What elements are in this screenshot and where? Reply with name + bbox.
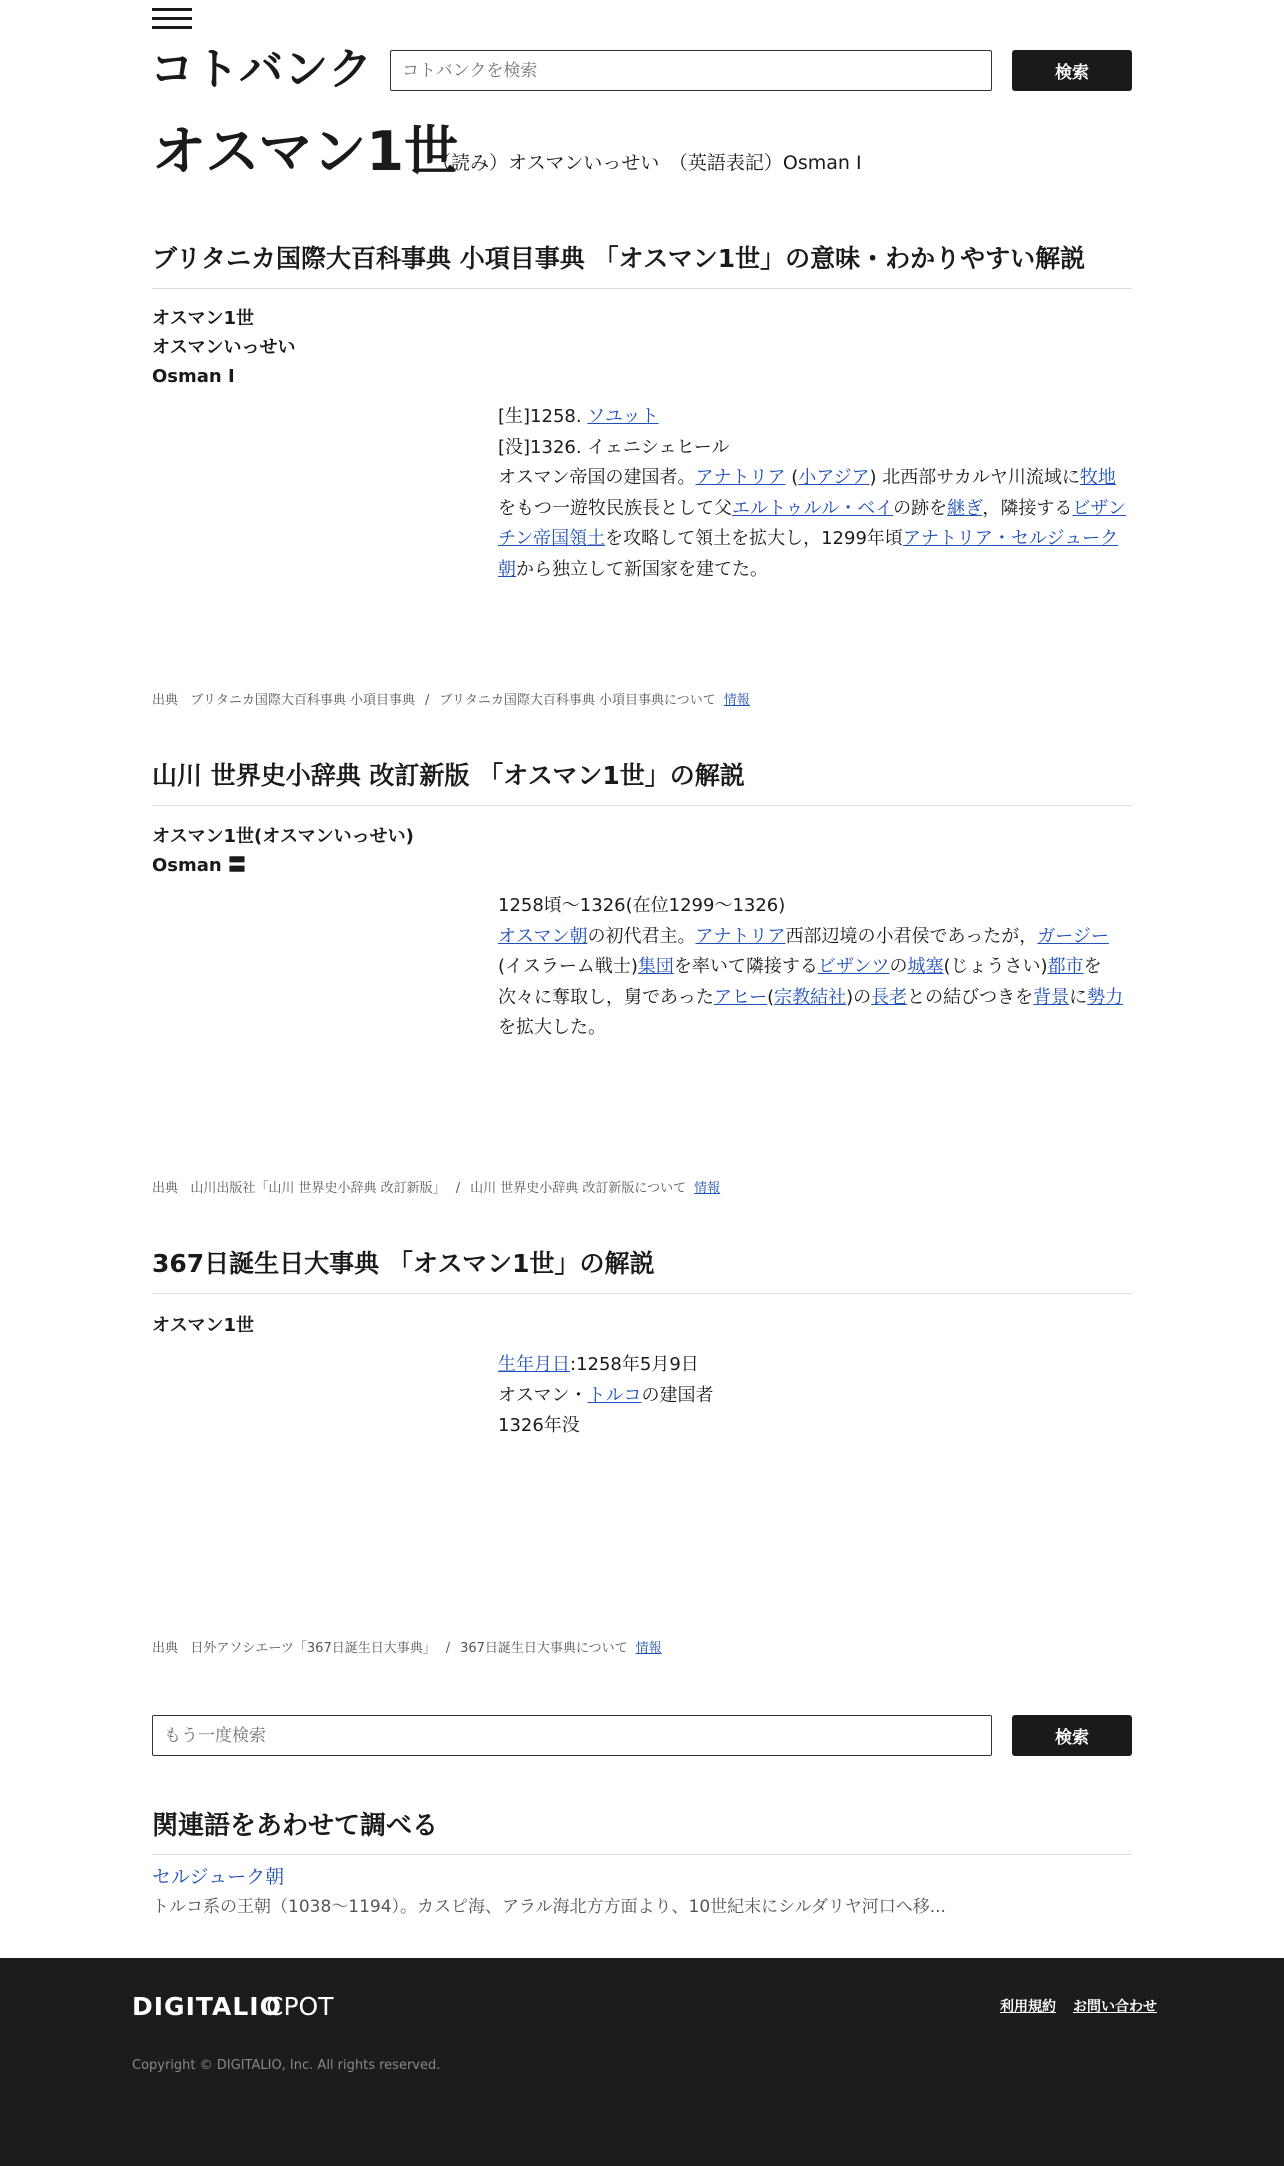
source-label: 出典 — [152, 1181, 179, 1196]
body-text: (じょうさい) — [943, 956, 1048, 977]
entry-head-line: Osman 〓 — [152, 855, 246, 876]
body-text: [生]1258. — [498, 406, 588, 427]
entry-head-line: オスマン1世 — [152, 308, 254, 329]
body-text: (イスラーム戦士) — [498, 956, 638, 977]
link-pasture[interactable]: 牧地 — [1079, 467, 1116, 488]
link-seljuk-rum[interactable]: アナトリア・セルジューク朝 — [498, 528, 1119, 580]
body-text: との結びつきを — [907, 986, 1034, 1008]
body-text: の — [889, 956, 908, 977]
terms-link[interactable]: 利用規約 — [1000, 1999, 1056, 2015]
source-line: 出典 ブリタニカ国際大百科事典 小項目事典 / ブリタニカ国際大百科事典 小項目事典について 情報 — [152, 693, 750, 708]
link-byzantine-territory[interactable]: ビザンチン帝国領土 — [498, 497, 1127, 549]
contact-link[interactable]: お問い合わせ — [1073, 1999, 1157, 2015]
source-label: 出典 — [152, 1641, 179, 1656]
link-fortress[interactable]: 城塞 — [907, 956, 944, 977]
link-background[interactable]: 背景 — [1033, 986, 1070, 1008]
search-again-button[interactable]: 検索 — [1012, 1715, 1132, 1756]
source-about: 367日誕生日大事典について — [460, 1641, 628, 1656]
body-text: から独立して新国家を建てた。 — [516, 558, 768, 580]
heading-suffix: 「オスマン1世」の解説 — [387, 1249, 655, 1278]
link-soyut[interactable]: ソユット — [587, 406, 659, 427]
dict-name: 山川 世界史小辞典 改訂新版 — [152, 761, 470, 790]
body-text: :1258年5月9日 — [570, 1354, 699, 1375]
link-byzantium[interactable]: ビザンツ — [817, 956, 890, 977]
link-akhi[interactable]: アヒー — [713, 986, 768, 1008]
page-title: オスマン1世 — [152, 120, 458, 183]
term-reading: （読み）オスマンいっせい （英語表記）Osman I — [432, 152, 862, 174]
link-group[interactable]: 集団 — [637, 956, 674, 977]
related-item-link[interactable]: セルジューク朝 — [152, 1866, 285, 1888]
link-succession[interactable]: 継ぎ — [947, 497, 983, 519]
link-anatolia[interactable]: アナトリア — [695, 467, 786, 488]
body-text: 西部辺境の小君侯であったが， — [785, 925, 1038, 947]
body-text: を次々に奪取し，舅であった — [498, 956, 1102, 1008]
source-name: ブリタニカ国際大百科事典 小項目事典 — [190, 693, 416, 708]
link-birthdate[interactable]: 生年月日 — [498, 1354, 570, 1375]
copyright: Copyright © DIGITALIO, Inc. All rights reserved. — [132, 2058, 441, 2073]
link-asia-minor[interactable]: 小アジア — [798, 467, 870, 488]
search-input[interactable] — [390, 50, 992, 91]
link-turkey[interactable]: トルコ — [587, 1384, 642, 1406]
body-text: ( — [767, 986, 775, 1008]
source-line: 出典 日外アソシエーツ「367日誕生日大事典」 / 367日誕生日大事典について 情報 — [152, 1641, 662, 1656]
search-again-input[interactable] — [152, 1715, 992, 1756]
entry-head — [152, 1311, 254, 1340]
entry-head — [152, 304, 295, 391]
source-line: 出典 山川出版社「山川 世界史小辞典 改訂新版」 / 山川 世界史小辞典 改訂新版について 情報 — [152, 1181, 721, 1196]
link-elder[interactable]: 長老 — [871, 986, 908, 1008]
body-text: の跡を — [893, 497, 948, 519]
body-text: の建国者 — [641, 1384, 714, 1406]
related-heading: 関連語をあわせて調べる — [152, 1808, 1132, 1855]
source-info-link[interactable]: 情報 — [635, 1641, 662, 1656]
entry-head-line: オスマンいっせい — [152, 337, 296, 358]
body-text: [没]1326. イェニシェヒール — [498, 436, 730, 458]
body-text: 1258頃〜1326(在位1299〜1326) — [498, 895, 786, 916]
heading-suffix: 「オスマン1世」の解説 — [478, 761, 745, 790]
link-anatolia[interactable]: アナトリア — [695, 925, 786, 947]
link-city[interactable]: 都市 — [1047, 956, 1084, 977]
source-info-link[interactable]: 情報 — [694, 1181, 721, 1196]
body-text: ( — [785, 467, 799, 488]
source-label: 出典 — [152, 693, 179, 708]
cpot-logo[interactable]: CPOT — [266, 1992, 334, 2021]
entry-body — [498, 891, 1132, 1044]
related-item-desc: トルコ系の王朝（1038〜1194）。カスピ海、アラル海北方方面より、10世紀末にシルダリヤ河口へ移... — [152, 1897, 946, 1917]
search-button[interactable]: 検索 — [1012, 50, 1132, 91]
body-text: オスマン帝国の建国者。 — [498, 467, 696, 488]
entry-body — [498, 1350, 1132, 1442]
source-name: 日外アソシエーツ「367日誕生日大事典」 — [190, 1641, 436, 1656]
heading-suffix: 「オスマン1世」の意味・わかりやすい解説 — [593, 244, 1086, 273]
footer — [0, 1958, 1284, 2166]
link-ottoman-dynasty[interactable]: オスマン朝 — [498, 925, 588, 947]
section-heading-yamakawa — [152, 759, 1132, 806]
body-text: を拡大した。 — [498, 1017, 606, 1038]
entry-body — [498, 402, 1132, 585]
section-heading-britannica — [152, 242, 1132, 289]
body-text: を攻略して領土を拡大し，1299年頃 — [605, 528, 903, 549]
entry-head — [152, 822, 414, 880]
entry-head-line: Osman I — [152, 366, 235, 387]
body-text: の初代君主。 — [587, 925, 696, 947]
dict-name: ブリタニカ国際大百科事典 小項目事典 — [152, 244, 585, 273]
body-text: をもつ一遊牧民族長として父 — [498, 497, 732, 519]
menu-icon[interactable] — [152, 8, 192, 30]
digitalio-logo[interactable]: DIGITALIO — [132, 1992, 282, 2021]
link-power[interactable]: 勢力 — [1087, 986, 1124, 1008]
body-text: ) 北西部サカルヤ川流域に — [869, 467, 1080, 488]
source-about: ブリタニカ国際大百科事典 小項目事典について — [439, 693, 716, 708]
link-ertugrul[interactable]: エルトゥルル・ベイ — [732, 497, 894, 519]
body-text: 1326年没 — [498, 1415, 580, 1436]
source-about: 山川 世界史小辞典 改訂新版について — [470, 1181, 687, 1196]
body-text: )の — [846, 986, 872, 1008]
link-religious-order[interactable]: 宗教結社 — [774, 986, 847, 1008]
source-info-link[interactable]: 情報 — [723, 693, 750, 708]
body-text: に — [1069, 986, 1088, 1008]
body-text: オスマン・ — [498, 1384, 588, 1406]
section-heading-367-birthday — [152, 1247, 1132, 1294]
entry-head-line: オスマン1世(オスマンいっせい) — [152, 826, 414, 847]
dict-name: 367日誕生日大事典 — [152, 1249, 380, 1278]
site-logo[interactable]: コトバンク — [150, 44, 374, 95]
link-ghazi[interactable]: ガージー — [1037, 925, 1109, 947]
entry-head-line: オスマン1世 — [152, 1315, 254, 1336]
source-name: 山川出版社「山川 世界史小辞典 改訂新版」 — [190, 1181, 446, 1196]
body-text: ，隣接する — [982, 497, 1073, 519]
body-text: を率いて隣接する — [673, 956, 818, 977]
